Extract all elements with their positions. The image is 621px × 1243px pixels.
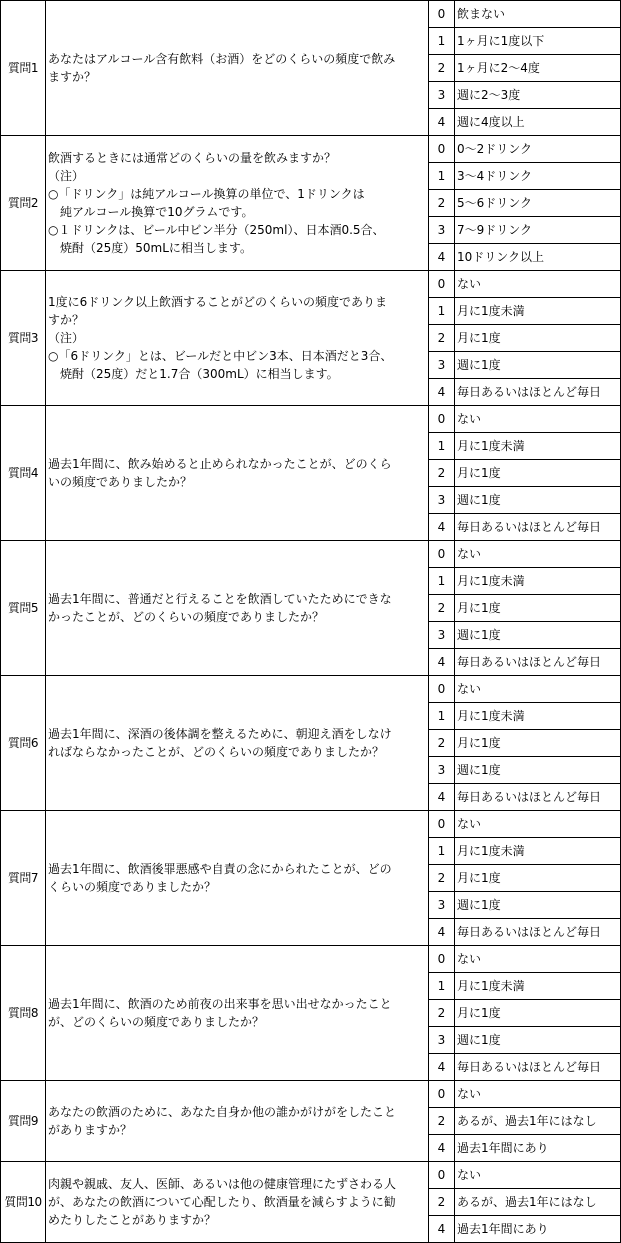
option-score: 4 (429, 379, 455, 406)
option-text: 10ドリンク以上 (455, 244, 621, 271)
question-text-line: 1度に6ドリンク以上飲酒することがどのくらいの頻度でありま (48, 295, 388, 309)
question-label: 質問5 (1, 541, 46, 676)
option-score: 2 (429, 865, 455, 892)
option-score: 2 (429, 190, 455, 217)
option-score: 0 (429, 541, 455, 568)
question-text-line: ればならなかったことが、どのくらいの頻度でありましたか？ (48, 745, 385, 759)
option-score: 3 (429, 82, 455, 109)
option-text: あるが、過去1年にはなし (455, 1189, 621, 1216)
option-row (1, 136, 621, 163)
option-text: 飲まない (455, 1, 621, 28)
option-text: 週に1度 (455, 352, 621, 379)
option-score: 2 (429, 595, 455, 622)
question-text-line: 過去1年間に、飲み始めると止められなかったことが、どのくら (48, 457, 392, 471)
option-text: 毎日あるいはほとんど毎日 (455, 784, 621, 811)
question-label: 質問4 (1, 406, 46, 541)
option-score: 4 (429, 244, 455, 271)
question-text-line: が、あなたの飲酒について心配したり、飲酒量を減らすように勧 (48, 1195, 396, 1209)
option-text: 1ヶ月に2～4度 (455, 55, 621, 82)
option-text: 月に1度 (455, 865, 621, 892)
option-text: ない (455, 1162, 621, 1189)
question-label: 質問6 (1, 676, 46, 811)
option-text: 週に1度 (455, 1027, 621, 1054)
option-score: 1 (429, 973, 455, 1000)
option-text: 週に2～3度 (455, 82, 621, 109)
question-label: 質問9 (1, 1081, 46, 1162)
option-score: 0 (429, 271, 455, 298)
option-score: 4 (429, 109, 455, 136)
question-text-line: ○「ドリンク」は純アルコール換算の単位で、1ドリンクは (48, 187, 365, 201)
question-text (46, 541, 429, 676)
option-score: 4 (429, 1216, 455, 1243)
option-text: あるが、過去1年にはなし (455, 1108, 621, 1135)
option-score: 0 (429, 406, 455, 433)
question-text-line: 過去1年間に、普通だと行えることを飲酒していたためにできな (48, 592, 392, 606)
option-text: ない (455, 946, 621, 973)
question-text-line: 焼酎（25度）50mLに相当します。 (60, 241, 252, 255)
option-score: 3 (429, 487, 455, 514)
option-score: 2 (429, 730, 455, 757)
option-score: 3 (429, 1027, 455, 1054)
option-text: 月に1度未満 (455, 973, 621, 1000)
option-score: 1 (429, 838, 455, 865)
question-label: 質問1 (1, 1, 46, 136)
option-text: 1ヶ月に1度以下 (455, 28, 621, 55)
option-score: 4 (429, 784, 455, 811)
question-text-line: ○１ドリンクは、ビール中ビン半分（250ml）、日本酒0.5合、 (48, 223, 385, 237)
option-score: 2 (429, 1108, 455, 1135)
option-score: 3 (429, 622, 455, 649)
option-text: 月に1度 (455, 1000, 621, 1027)
option-text: 7～9ドリンク (455, 217, 621, 244)
option-text: 毎日あるいはほとんど毎日 (455, 379, 621, 406)
option-text: ない (455, 406, 621, 433)
option-score: 4 (429, 514, 455, 541)
option-score: 1 (429, 568, 455, 595)
option-text: 月に1度未満 (455, 568, 621, 595)
option-row (1, 271, 621, 298)
option-text: ない (455, 811, 621, 838)
option-text: ない (455, 541, 621, 568)
option-text: 過去1年間にあり (455, 1216, 621, 1243)
option-text: 月に1度未満 (455, 838, 621, 865)
option-score: 0 (429, 1, 455, 28)
option-score: 2 (429, 55, 455, 82)
question-text-line: 過去1年間に、深酒の後体調を整えるために、朝迎え酒をしなけ (48, 727, 392, 741)
option-score: 1 (429, 163, 455, 190)
option-row (1, 811, 621, 838)
option-score: 4 (429, 1135, 455, 1162)
option-score: 0 (429, 811, 455, 838)
option-score: 0 (429, 1162, 455, 1189)
option-score: 4 (429, 1054, 455, 1081)
question-text-line: あなたはアルコール含有飲料（お酒）をどのくらいの頻度で飲み (48, 52, 396, 66)
option-text: 5～6ドリンク (455, 190, 621, 217)
question-text-line: 肉親や親戚、友人、医師、あるいは他の健康管理にたずさわる人 (48, 1177, 397, 1191)
question-text-line: 飲酒するときには通常どのくらいの量を飲みますか？ (48, 151, 337, 165)
option-text: 週に1度 (455, 757, 621, 784)
option-score: 3 (429, 352, 455, 379)
question-label: 質問8 (1, 946, 46, 1081)
question-label: 質問3 (1, 271, 46, 406)
option-row (1, 1162, 621, 1189)
question-text-line: が、どのくらいの頻度でありましたか？ (48, 1015, 265, 1029)
option-text: 0～2ドリンク (455, 136, 621, 163)
option-row (1, 1081, 621, 1108)
option-text: 月に1度未満 (455, 298, 621, 325)
question-text-line: 過去1年間に、飲酒のため前夜の出来事を思い出せなかったこと (48, 997, 392, 1011)
question-text-line: かったことが、どのくらいの頻度でありましたか？ (48, 610, 325, 624)
question-text-line: 純アルコール換算で10グラムです。 (60, 205, 254, 219)
question-text-line: あなたの飲酒のために、あなた自身か他の誰かがけがをしたこと (48, 1105, 397, 1119)
question-text (46, 946, 429, 1081)
option-row (1, 541, 621, 568)
option-score: 4 (429, 649, 455, 676)
question-text-line: 過去1年間に、飲酒後罪悪感や自責の念にかられたことが、どの (48, 862, 392, 876)
question-text (46, 136, 429, 271)
question-text (46, 1, 429, 136)
question-text-line: めたりしたことがありますか？ (48, 1213, 217, 1227)
question-text-line: くらいの頻度でありましたか？ (48, 880, 217, 894)
question-text-line: すか？ (48, 313, 85, 327)
option-score: 1 (429, 298, 455, 325)
option-score: 0 (429, 946, 455, 973)
option-score: 4 (429, 919, 455, 946)
option-score: 1 (429, 433, 455, 460)
option-text: 毎日あるいはほとんど毎日 (455, 919, 621, 946)
option-text: 週に1度 (455, 622, 621, 649)
option-text: 月に1度未満 (455, 433, 621, 460)
option-text: 週に1度 (455, 892, 621, 919)
option-score: 3 (429, 217, 455, 244)
option-text: 月に1度 (455, 730, 621, 757)
option-text: 3～4ドリンク (455, 163, 621, 190)
option-score: 2 (429, 460, 455, 487)
question-text-line: いの頻度でありましたか？ (48, 475, 193, 489)
question-text-line: 焼酎（25度）だと1.7合（300mL）に相当します。 (60, 367, 339, 381)
question-text (46, 271, 429, 406)
option-text: 月に1度 (455, 325, 621, 352)
option-score: 1 (429, 28, 455, 55)
option-text: 過去1年間にあり (455, 1135, 621, 1162)
option-score: 2 (429, 1000, 455, 1027)
option-score: 0 (429, 136, 455, 163)
option-text: ない (455, 676, 621, 703)
option-row (1, 406, 621, 433)
option-score: 2 (429, 325, 455, 352)
questionnaire-body (1, 1, 621, 1243)
question-text (46, 406, 429, 541)
option-text: 毎日あるいはほとんど毎日 (455, 514, 621, 541)
option-text: 毎日あるいはほとんど毎日 (455, 649, 621, 676)
question-text (46, 811, 429, 946)
option-score: 0 (429, 1081, 455, 1108)
question-label: 質問2 (1, 136, 46, 271)
question-text-line: ○「6ドリンク」とは、ビールだと中ビン3本、日本酒だと3合、 (48, 349, 393, 363)
question-label: 質問10 (1, 1162, 46, 1243)
question-text-line: がありますか？ (48, 1123, 133, 1137)
question-text (46, 1081, 429, 1162)
option-score: 3 (429, 892, 455, 919)
option-row (1, 946, 621, 973)
question-text-line: （注） (48, 331, 85, 345)
option-text: 月に1度 (455, 595, 621, 622)
option-row (1, 676, 621, 703)
question-text (46, 676, 429, 811)
option-text: 月に1度 (455, 460, 621, 487)
option-text: 週に1度 (455, 487, 621, 514)
option-text: 月に1度未満 (455, 703, 621, 730)
option-score: 3 (429, 757, 455, 784)
option-text: 毎日あるいはほとんど毎日 (455, 1054, 621, 1081)
question-label: 質問7 (1, 811, 46, 946)
option-score: 2 (429, 1189, 455, 1216)
question-text-line: ますか？ (48, 70, 97, 84)
question-text-line: （注） (48, 169, 85, 183)
option-text: 週に4度以上 (455, 109, 621, 136)
option-text: ない (455, 271, 621, 298)
option-row (1, 1, 621, 28)
option-text: ない (455, 1081, 621, 1108)
option-score: 0 (429, 676, 455, 703)
option-score: 1 (429, 703, 455, 730)
question-text (46, 1162, 429, 1243)
